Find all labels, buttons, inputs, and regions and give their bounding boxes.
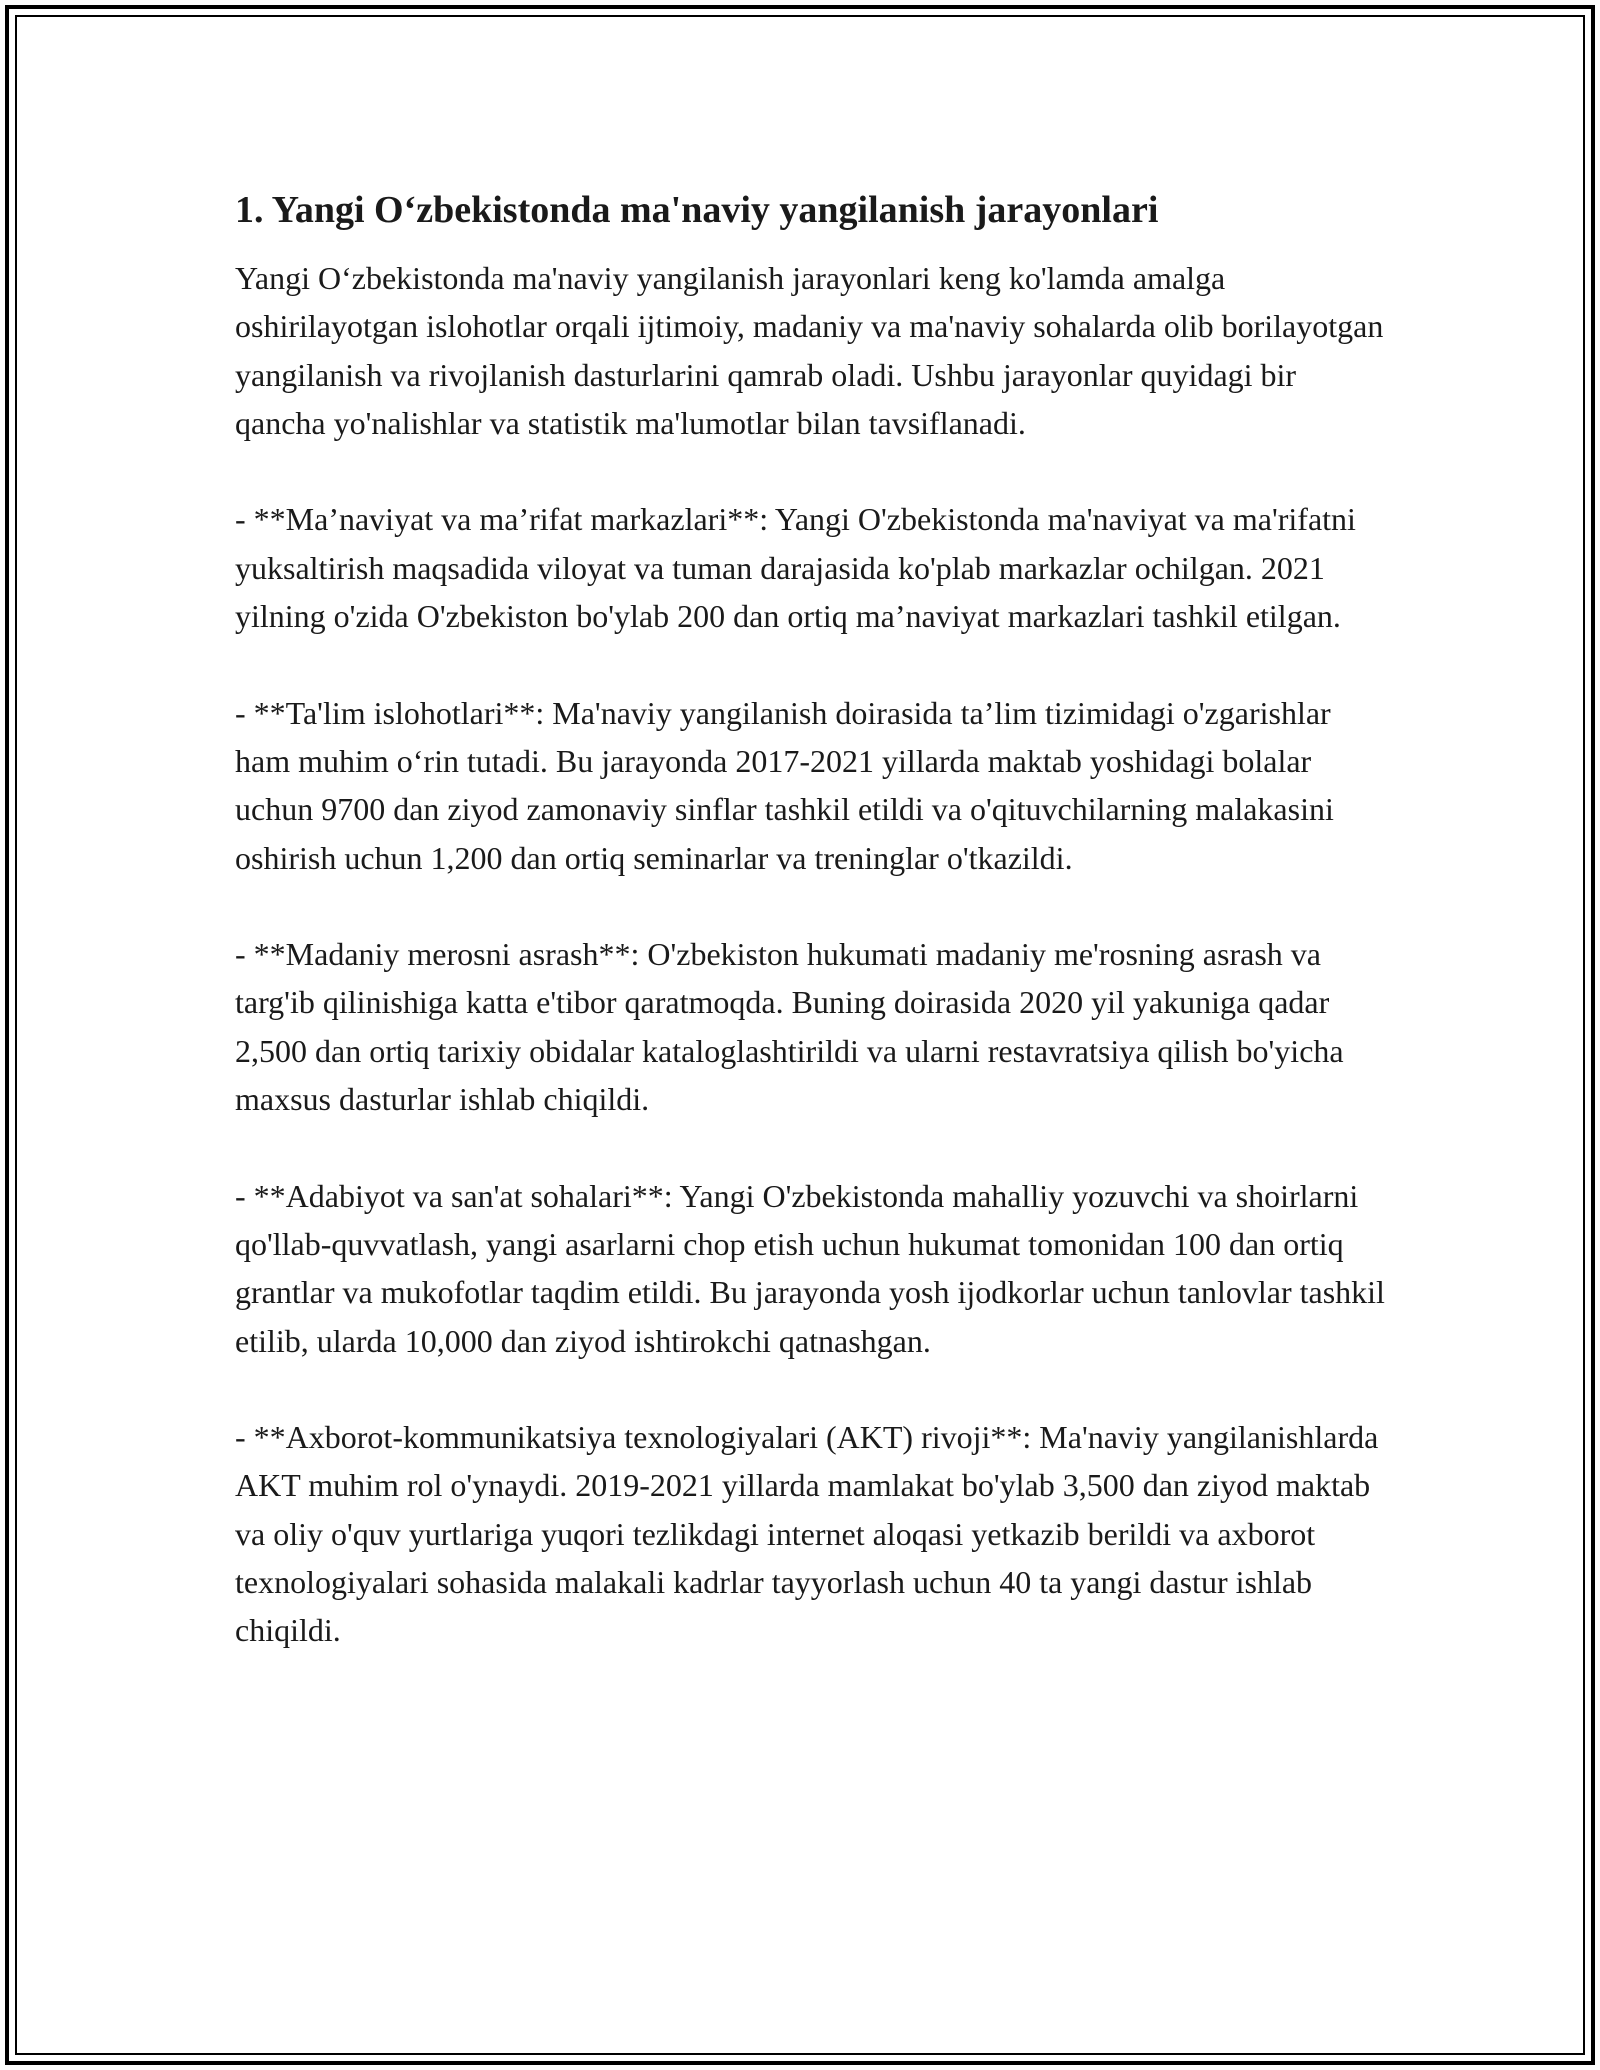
intro-paragraph: Yangi O‘zbekistonda ma'naviy yangilanish jarayonlari keng ko'lamda amalga oshirilayotgan islohotlar orqali ijtimoiy, madaniy va ma'naviy sohalarda olib borilayotgan yangilanish va rivojlanish dasturlarini qamrab oladi. Ushbu jarayonlar quyidagi bir qancha yo'nalishlar va statistik ma'lumotlar bilan tavsiflanadi. (235, 260, 1384, 441)
section-heading: 1. Yangi O‘zbekistonda ma'naviy yangilanish jarayonlari (235, 189, 1159, 231)
paragraph-ict-development: - **Axborot-kommunikatsiya texnologiyalari (AKT) rivoji**: Ma'naviy yangilanishlarda AKT muhim rol o'ynaydi. 2019-2021 yillarda mamlakat bo'ylab 3,500 dan ziyod maktab va oliy o'quv yurtlariga yuqori tezlikdagi internet aloqasi yetkazib berildi va axborot texnologiyalari sohasida malakali kadrlar tayyorlash uchun 40 ta yangi dastur ishlab chiqildi. (235, 1419, 1379, 1649)
paragraph-spiritual-centers: - **Ma’naviyat va ma’rifat markazlari**: Yangi O'zbekistonda ma'naviyat va ma'rifatni yuksaltirish maqsadida viloyat va tuman darajasida ko'plab markazlar ochilgan. 2021 yilning o'zida O'zbekiston bo'ylab 200 dan ortiq ma’naviyat markazlari tashkil etilgan. (235, 501, 1356, 635)
paragraph-literature-arts: - **Adabiyot va san'at sohalari**: Yangi O'zbekistonda mahalliy yozuvchi va shoirlarni qo'llab-quvvatlash, yangi asarlarni chop etish uchun hukumat tomonidan 100 dan ortiq grantlar va mukofotlar taqdim etildi. Bu jarayonda yosh ijodkorlar uchun tanlovlar tashkil etilib, ularda 10,000 dan ziyod ishtirokchi qatnashgan. (235, 1177, 1385, 1359)
document-body (235, 186, 1385, 1703)
paragraph-cultural-heritage: - **Madaniy merosni asrash**: O'zbekiston hukumati madaniy me'rosning asrash va targ'ib qilinishiga katta e'tibor qaratmoqda. Buning doirasida 2020 yil yakuniga qadar 2,500 dan ortiq tarixiy obidalar kataloglashtirildi va ularni restavratsiya qilish bo'yicha maxsus dasturlar ishlab chiqildi. (235, 936, 1344, 1118)
paragraph-education-reforms: - **Ta'lim islohotlari**: Ma'naviy yangilanish doirasida ta’lim tizimidagi o'zgarishlar ham muhim o‘rin tutadi. Bu jarayonda 2017-2021 yillarda maktab yoshidagi bolalar uchun 9700 dan ziyod zamonaviy sinflar tashkil etildi va o'qituvchilarning malakasini oshirish uchun 1,200 dan ortiq seminarlar va treninglar o'tkazildi. (235, 694, 1334, 876)
